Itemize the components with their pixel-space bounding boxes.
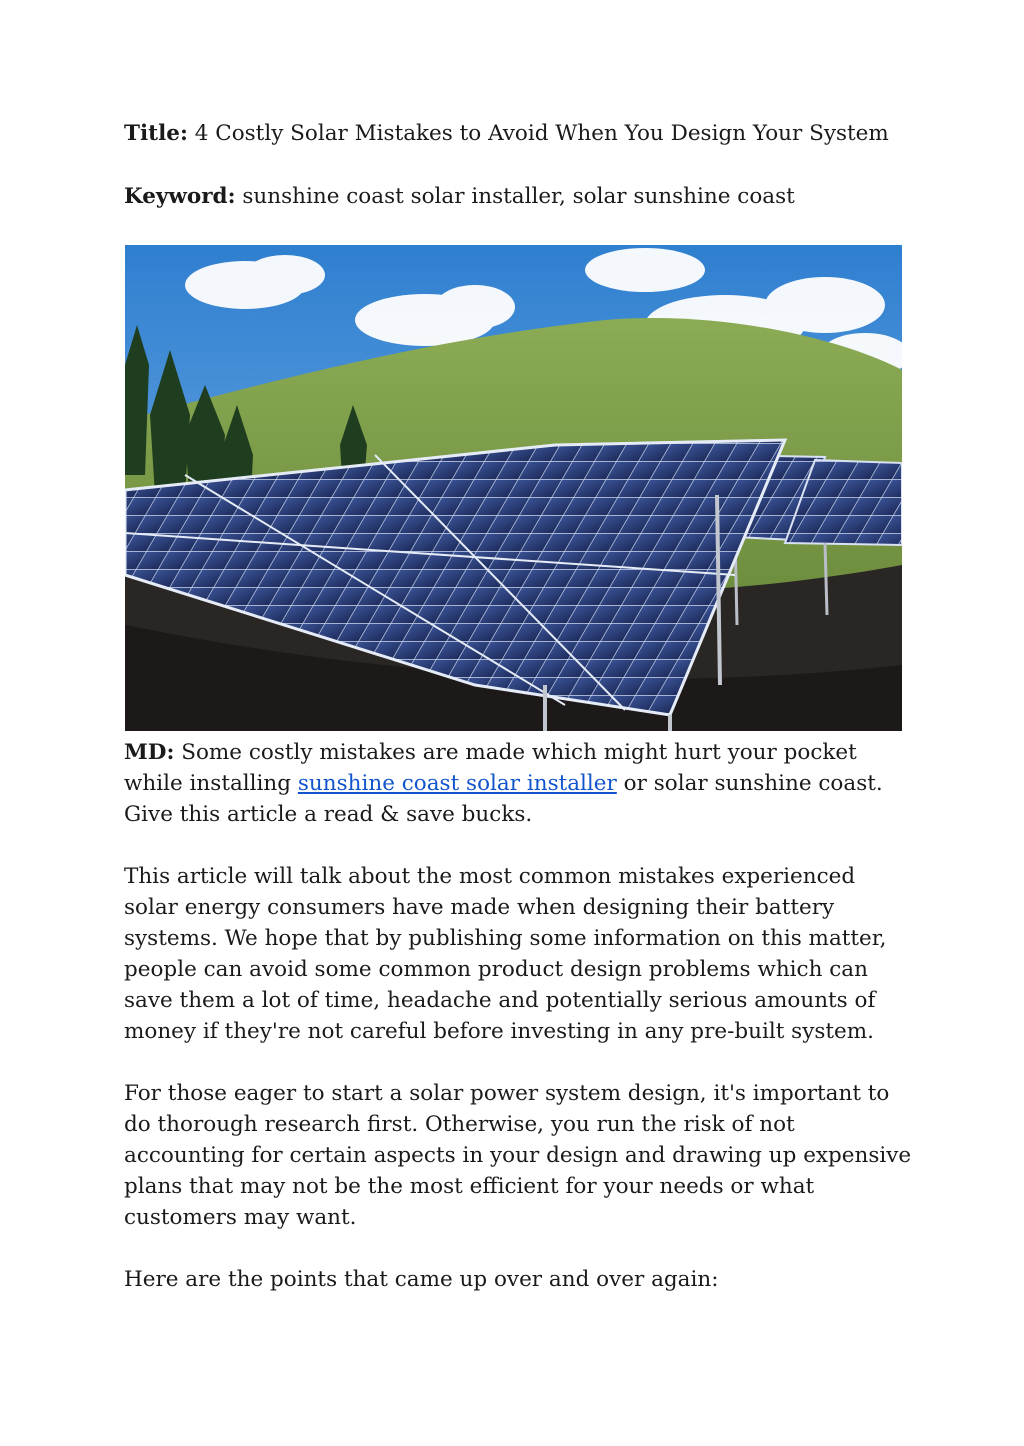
body-paragraph-2: For those eager to start a solar power system design, it's important to do thorough research first. Otherwise, you run the risk of not accounting for certain aspects in your design and drawing up expensive plans that may not be the most efficient for your needs or what customers may want. <box>124 1081 912 1230</box>
md-label: MD: <box>124 740 175 765</box>
md-text-after-link: or solar sunshine coast. Give this article a read & save bucks. <box>124 771 883 827</box>
keyword-line <box>124 181 914 212</box>
keyword-label: Keyword: <box>124 184 236 209</box>
title-line <box>124 118 914 149</box>
document-body <box>124 118 914 1326</box>
body-paragraph-1: This article will talk about the most common mistakes experienced solar energy consumers have made when designing their battery systems. We hope that by publishing some information on this matter, people can avoid some common product design problems which can save them a lot of time, headache and potentially serious amounts of money if they're not careful before investing in any pre-built system. <box>124 864 887 1044</box>
solar-panel-photo <box>125 245 902 731</box>
keyword-text: sunshine coast solar installer, solar sunshine coast <box>242 184 795 209</box>
md-paragraph <box>124 737 914 830</box>
sunshine-coast-solar-installer-link[interactable]: sunshine coast solar installer <box>297 771 617 796</box>
title-text: 4 Costly Solar Mistakes to Avoid When You Design Your System <box>194 121 889 146</box>
md-text-before-link: Some costly mistakes are made which might hurt your pocket while installing <box>124 740 857 796</box>
body-paragraph-3: Here are the points that came up over and over again: <box>124 1267 719 1292</box>
title-label: Title: <box>124 121 188 146</box>
